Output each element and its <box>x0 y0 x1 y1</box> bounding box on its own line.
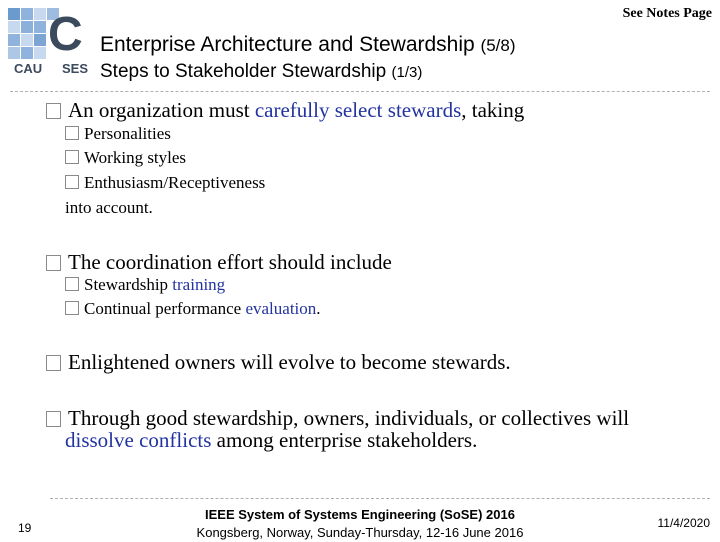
see-notes-label: See Notes Page <box>622 6 712 21</box>
bullet-good-stewardship-line2 <box>65 428 477 453</box>
slide-title <box>100 33 516 57</box>
sub-bullet-personalities <box>65 124 171 144</box>
bullet-highlight: dissolve conflicts <box>65 428 212 452</box>
sub-bullet-text: . <box>316 299 321 318</box>
subtitle-counter: (1/3) <box>391 64 423 81</box>
sub-bullet-text: Enthusiasm/Receptiveness <box>84 173 266 192</box>
bullet-select-stewards <box>46 98 524 123</box>
conference-title: IEEE System of Systems Engineering (SoSE) 2016 <box>205 507 515 522</box>
slide-subtitle <box>100 61 422 83</box>
into-account-text: into account. <box>65 198 153 217</box>
subtitle-main: Steps to Stakeholder Stewardship <box>100 61 392 82</box>
checkbox-bullet-icon <box>46 411 61 427</box>
checkbox-bullet-icon <box>65 301 79 315</box>
bullet-text: The coordination effort should include <box>68 250 392 274</box>
checkbox-bullet-icon <box>46 355 61 371</box>
sub-bullet-text: Personalities <box>84 124 171 143</box>
sub-bullet-evaluation <box>65 299 321 319</box>
bullet-coordination <box>46 250 392 275</box>
checkbox-bullet-icon <box>65 175 79 189</box>
header-divider <box>10 91 710 92</box>
bullet-text: Through good stewardship, owners, individuals, or collectives will <box>68 406 630 430</box>
checkbox-bullet-icon <box>65 126 79 140</box>
bullet-text: among enterprise stakeholders. <box>211 428 478 452</box>
bullet-enlightened-owners <box>46 350 511 375</box>
footer-divider <box>50 498 710 499</box>
sub-bullet-highlight: evaluation <box>245 299 317 318</box>
sub-bullet-text: Working styles <box>84 148 187 167</box>
checkbox-bullet-icon <box>65 150 79 164</box>
sub-bullet-highlight: training <box>172 275 226 294</box>
cau-ses-logo <box>6 6 98 78</box>
logo-ses-text: SES <box>62 61 89 76</box>
page-number: 19 <box>18 521 32 535</box>
bullet-text: An organization must <box>68 98 255 122</box>
bullet-text: , taking <box>461 98 525 122</box>
title-main: Enterprise Architecture and Stewardship <box>100 33 481 56</box>
checkbox-bullet-icon <box>46 103 61 119</box>
slide-date: 11/4/2020 <box>657 516 710 530</box>
conference-info <box>150 506 570 542</box>
sub-bullet-text: Continual performance <box>84 299 246 318</box>
logo-graphic <box>6 6 98 78</box>
sub-bullet-training <box>65 275 225 295</box>
sub-bullet-working-styles <box>65 148 186 168</box>
sub-bullet-text: Stewardship <box>84 275 173 294</box>
bullet-highlight: carefully select stewards <box>254 98 462 122</box>
conference-location: Kongsberg, Norway, Sunday-Thursday, 12-16 June 2016 <box>196 525 524 540</box>
sub-bullet-enthusiasm <box>65 173 265 193</box>
logo-letter: C <box>48 8 83 61</box>
checkbox-bullet-icon <box>46 255 61 271</box>
bullet-text: Enlightened owners will evolve to become stewards. <box>68 350 511 374</box>
title-counter: (5/8) <box>480 36 516 55</box>
checkbox-bullet-icon <box>65 277 79 291</box>
logo-cau-text: CAU <box>14 61 43 76</box>
